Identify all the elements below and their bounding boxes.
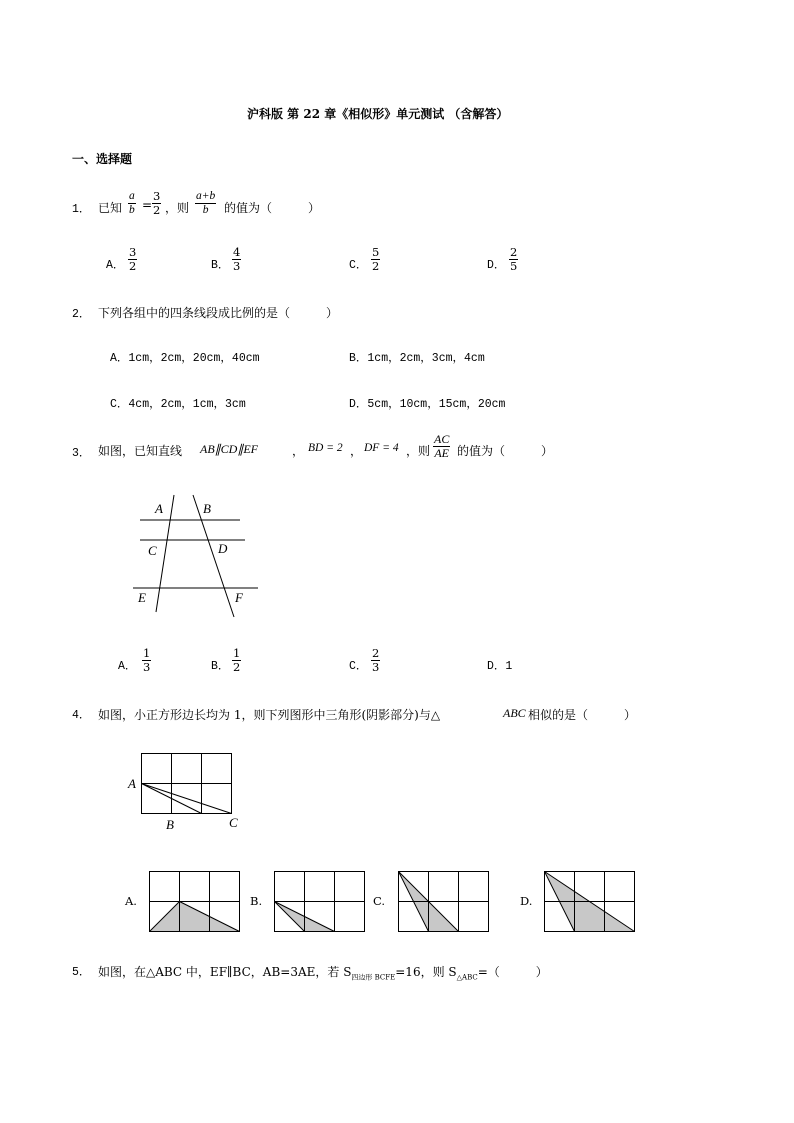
option-d[interactable]: D．1 <box>487 660 513 673</box>
question-text: 如图，在△ABC 中，EF∥BC，AB=3AE，若 $S_{四边形 BCFE}=16$，则 $S_{\triangle ABC}=$（ ） <box>98 965 548 982</box>
option-a-label[interactable]: A． <box>118 660 137 673</box>
option-c-label[interactable]: C． <box>349 259 368 272</box>
point-label-c: C <box>229 815 238 830</box>
separator: ， <box>292 444 305 458</box>
option-d-value: $\frac{2}{5}$ <box>510 245 518 273</box>
question-text: ，则 <box>165 201 190 215</box>
equals-sign: = <box>142 198 153 212</box>
point-label-e: E <box>138 590 146 605</box>
option-b-label[interactable]: B． <box>211 259 230 272</box>
question-text: 已知 <box>98 201 123 215</box>
option-d-figure[interactable] <box>544 871 636 933</box>
option-b-figure[interactable] <box>274 871 366 933</box>
parallel-lines-expr: AB∥CD∥EF <box>200 442 258 456</box>
option-c-figure[interactable] <box>398 871 490 933</box>
question-text: 下列各组中的四条线段成比例的是（ ） <box>98 306 339 320</box>
question-number: 5． <box>72 966 91 979</box>
question-number: 3． <box>72 447 91 460</box>
option-d-label[interactable]: D． <box>487 259 506 272</box>
question-text: ，则 <box>406 444 431 458</box>
fraction-a-plus-b-over-b: $\frac{a+b}{b}$ <box>196 190 216 216</box>
option-d-label[interactable]: D. <box>520 894 533 908</box>
section-heading: 一、选择题 <box>72 152 133 166</box>
subscript-triangle: △ABC <box>456 973 478 982</box>
fraction-ac-over-ae: $\frac{AC}{AE}$ <box>434 432 450 460</box>
option-a-label[interactable]: A． <box>106 259 125 272</box>
option-c-label[interactable]: C． <box>349 660 368 673</box>
fraction-3-over-2: $\frac{3}{2}$ <box>153 189 161 217</box>
df-expr: DF = 4 <box>364 442 399 454</box>
question-text: 的值为（ ） <box>457 444 554 458</box>
option-a-label[interactable]: A. <box>125 894 137 908</box>
point-label-d: D <box>218 541 228 556</box>
option-a-value: $\frac{1}{3}$ <box>143 646 151 674</box>
option-b-label[interactable]: B． <box>211 660 230 673</box>
option-c-value: $\frac{5}{2}$ <box>372 245 380 273</box>
option-b-label[interactable]: B. <box>250 894 263 908</box>
question-number: 1． <box>72 203 91 216</box>
page-title: 沪科版 第 22 章《相似形》单元测试 （含解答） <box>247 107 509 121</box>
reference-grid-figure <box>141 753 233 815</box>
option-a-figure[interactable] <box>149 871 241 933</box>
option-c-label[interactable]: C. <box>373 894 386 908</box>
point-label-f: F <box>235 590 243 605</box>
option-b[interactable]: B．1cm，2cm，3cm，4cm <box>349 352 485 365</box>
question-number: 4． <box>72 709 91 722</box>
option-b-value: $\frac{1}{2}$ <box>233 646 241 674</box>
question-text: 相似的是（ ） <box>528 708 637 722</box>
fraction-a-over-b: $\frac{a}{b}$ <box>129 190 135 216</box>
point-label-c: C <box>148 543 157 558</box>
subscript-quadrilateral: 四边形 BCFE <box>351 973 396 982</box>
bd-expr: BD = 2 <box>308 442 343 454</box>
question-text: 如图，已知直线 <box>98 444 183 458</box>
question-text: 如图，小正方形边长均为 1，则下列图形中三角形(阴影部分)与△ <box>98 708 441 722</box>
option-d[interactable]: D．5cm，10cm，15cm，20cm <box>349 398 506 411</box>
option-c[interactable]: C．4cm，2cm，1cm，3cm <box>110 398 246 411</box>
question-number: 2． <box>72 308 91 321</box>
separator: ， <box>350 444 363 458</box>
option-a-value: $\frac{3}{2}$ <box>129 245 137 273</box>
point-label-b: B <box>203 501 211 516</box>
option-a[interactable]: A．1cm，2cm，20cm，40cm <box>110 352 260 365</box>
triangle-name: ABC <box>503 706 526 720</box>
point-label-b: B <box>166 817 174 832</box>
option-c-value: $\frac{2}{3}$ <box>372 646 380 674</box>
point-label-a: A <box>128 776 136 791</box>
question-text: 的值为（ ） <box>224 201 321 215</box>
option-b-value: $\frac{4}{3}$ <box>233 245 241 273</box>
point-label-a: A <box>155 501 163 516</box>
